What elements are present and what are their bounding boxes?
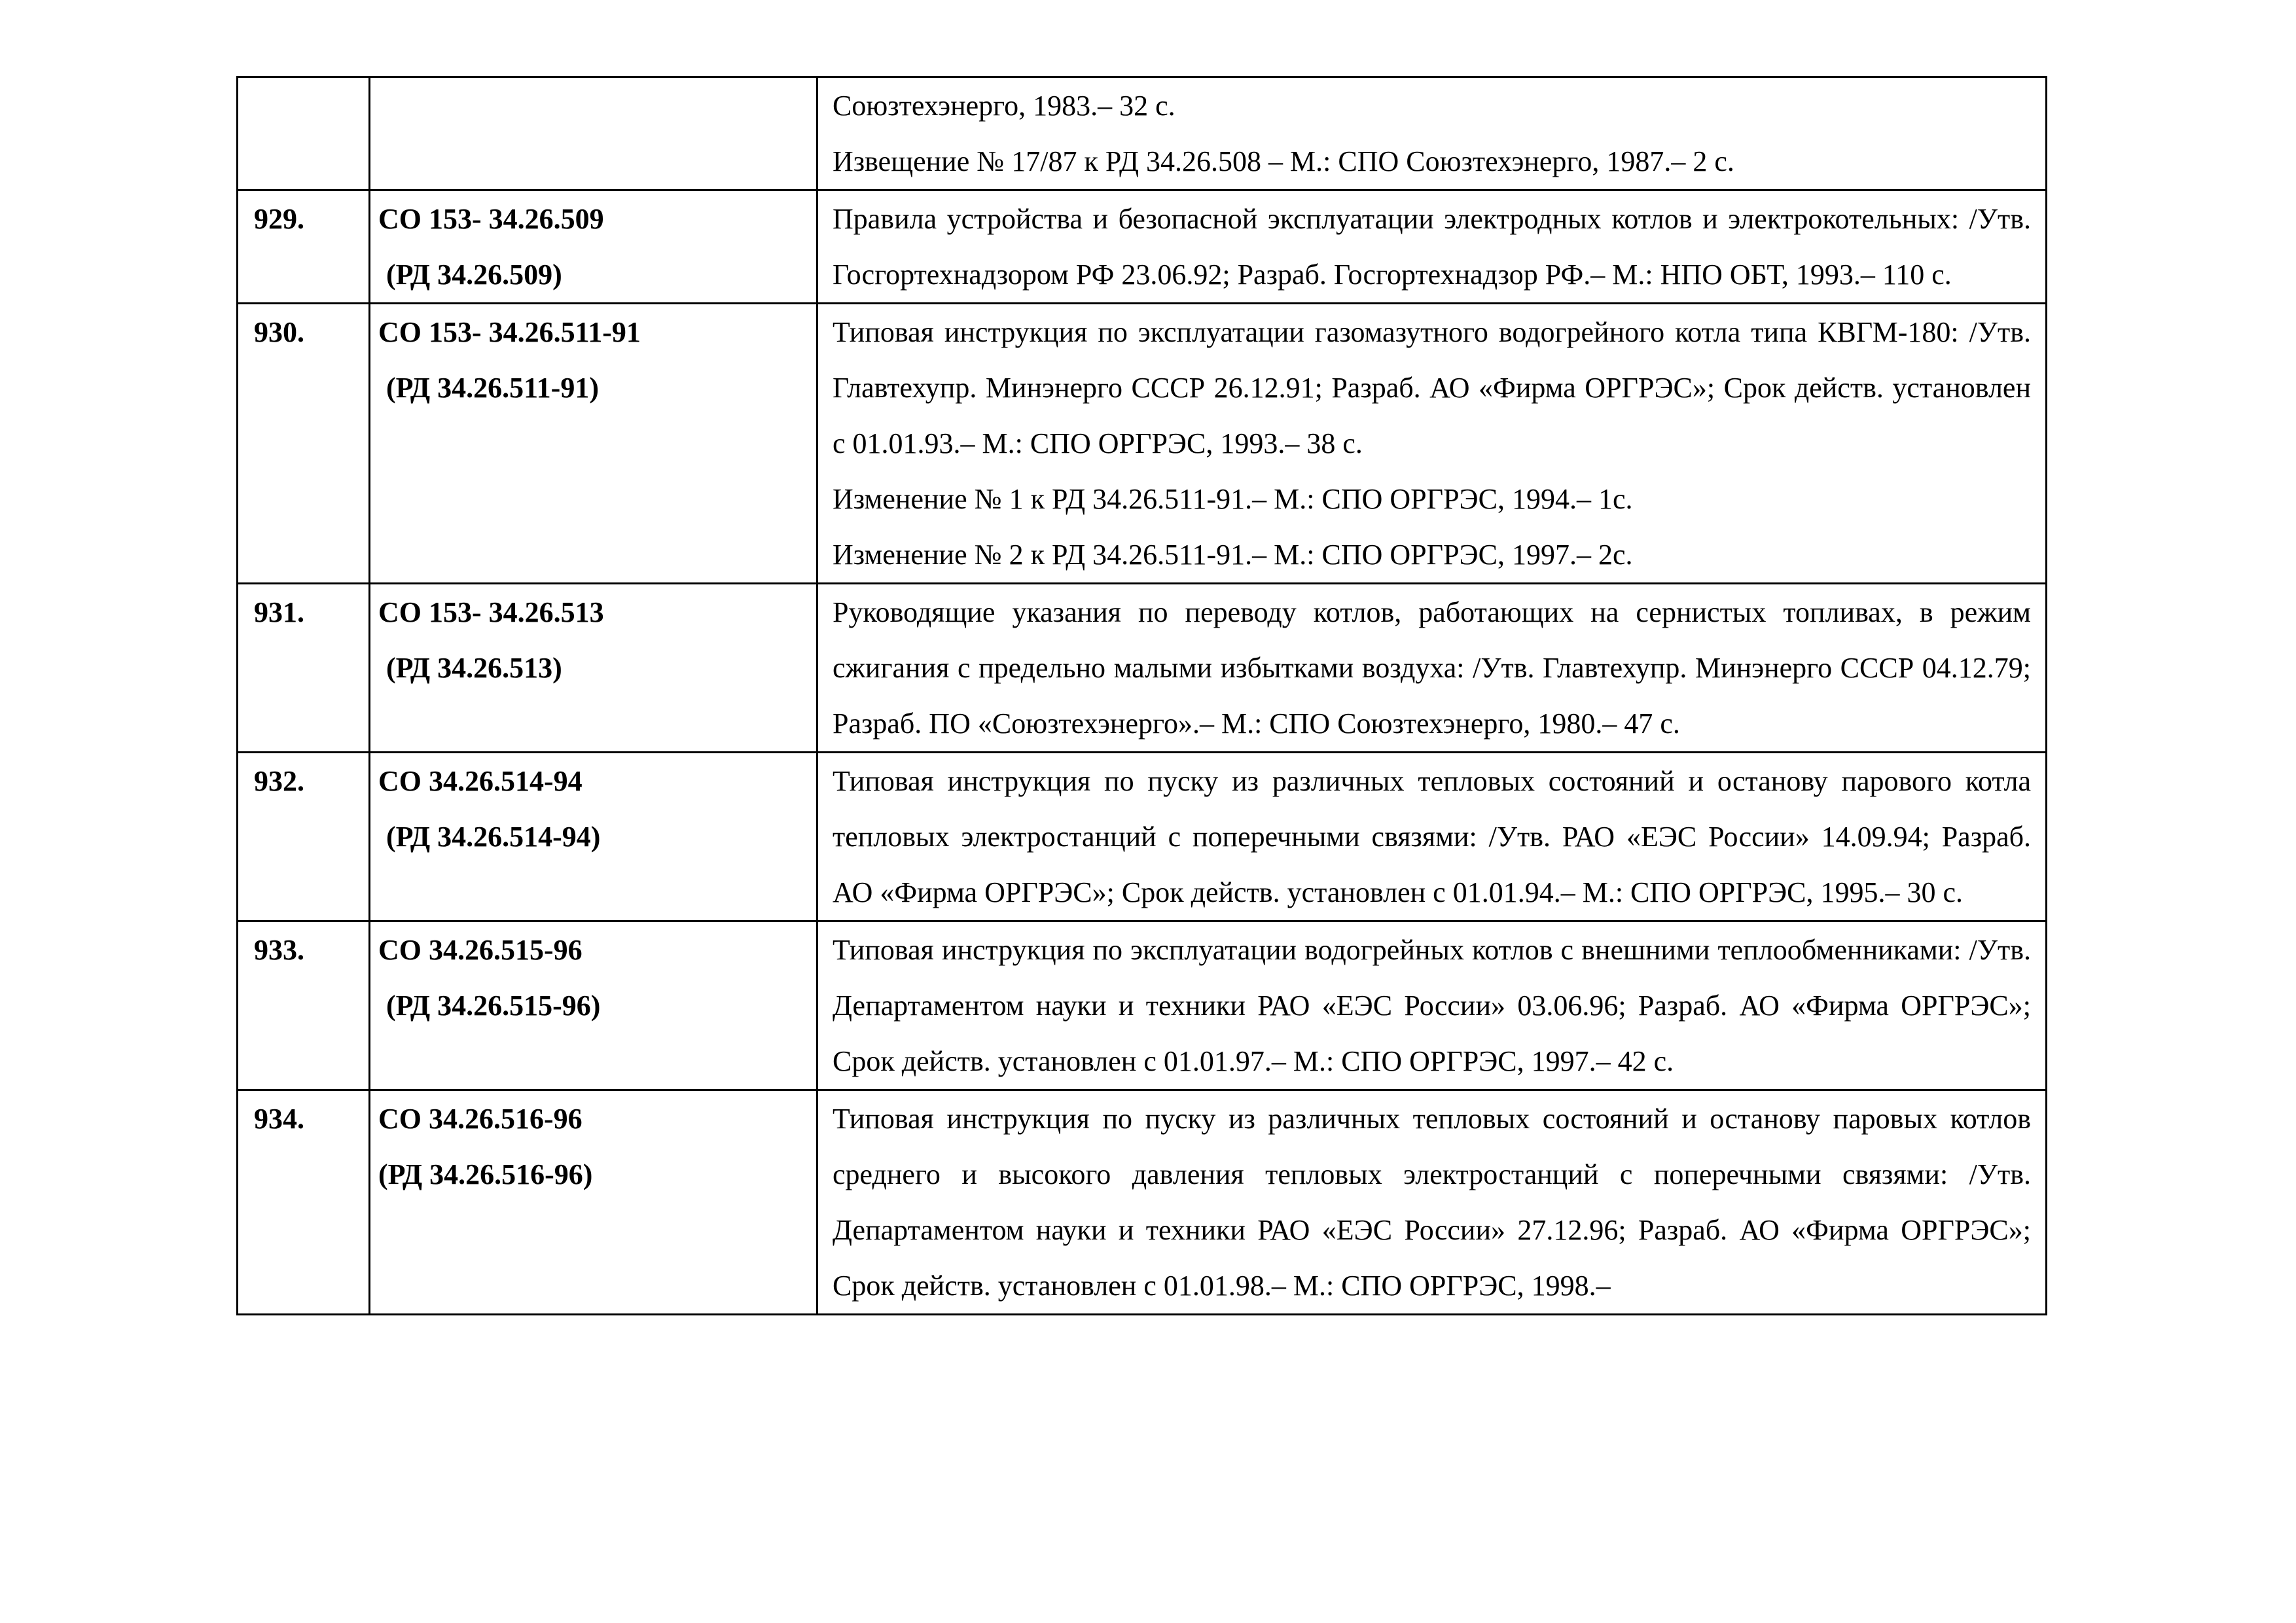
document-description	[817, 304, 2047, 584]
code-so: СО 153- 34.26.511-91	[378, 316, 641, 348]
table-row	[238, 77, 2047, 190]
amendment-paragraph: Извещение № 17/87 к РД 34.26.508 – М.: СПО Союзтехэнерго, 1987.– 2 с.	[833, 145, 1734, 177]
code-rd: (РД 34.26.515-96)	[386, 990, 601, 1022]
code-rd: (РД 34.26.511-91)	[386, 372, 599, 404]
code-so: СО 34.26.514-94	[378, 765, 583, 797]
code-so: СО 34.26.515-96	[378, 934, 583, 966]
document-description	[817, 77, 2047, 190]
document-page	[236, 76, 2045, 1315]
document-description	[817, 921, 2047, 1090]
description-paragraph: Типовая инструкция по эксплуатации газомазутного водогрейного котла типа КВГМ-180: /Утв. Главтехупр. Минэнерго СССР 26.12.91; Разраб. АО «Фирма ОРГРЭС»; Срок действ. установлен с 01.01.93.– М.: СПО ОРГРЭС, 1993.– 38 с.	[833, 316, 2031, 459]
row-number: 931.	[238, 584, 370, 753]
row-number: 933.	[238, 921, 370, 1090]
description-paragraph: Типовая инструкция по эксплуатации водогрейных котлов с внешними теплообменниками: /Утв. Департаментом науки и техники РАО «ЕЭС России» 03.06.96; Разраб. АО «Фирма ОРГРЭС»; Срок действ. установлен с 01.01.97.– М.: СПО ОРГРЭС, 1997.– 42 с.	[833, 934, 2031, 1077]
standards-table	[236, 76, 2047, 1315]
document-code	[370, 304, 817, 584]
document-code	[370, 190, 817, 304]
code-rd: (РД 34.26.514-94)	[386, 821, 601, 853]
document-description	[817, 584, 2047, 753]
description-paragraph: Руководящие указания по переводу котлов, работающих на сернистых топливах, в режим сжигания с предельно малыми избытками воздуха: /Утв. Главтехупр. Минэнерго СССР 04.12.79; Разраб. ПО «Союзтехэнерго».– М.: СПО Союзтехэнерго, 1980.– 47 с.	[833, 596, 2031, 740]
amendment-paragraph: Изменение № 2 к РД 34.26.511-91.– М.: СПО ОРГРЭС, 1997.– 2с.	[833, 539, 1633, 571]
document-code	[370, 77, 817, 190]
table-row	[238, 1090, 2047, 1315]
description-paragraph: Правила устройства и безопасной эксплуатации электродных котлов и электрокотельных: /Утв. Госгортехнадзором РФ 23.06.92; Разраб. Госгортехнадзор РФ.– М.: НПО ОБТ, 1993.– 110 с.	[833, 203, 2031, 291]
table-row	[238, 584, 2047, 753]
description-paragraph: Типовая инструкция по пуску из различных тепловых состояний и останову парового котла тепловых электростанций с поперечными связями: /Утв. РАО «ЕЭС России» 14.09.94; Разраб. АО «Фирма ОРГРЭС»; Срок действ. установлен с 01.01.94.– М.: СПО ОРГРЭС, 1995.– 30 с.	[833, 765, 2031, 908]
document-description	[817, 753, 2047, 921]
row-number: 930.	[238, 304, 370, 584]
table-row	[238, 190, 2047, 304]
document-description	[817, 1090, 2047, 1315]
code-rd: (РД 34.26.513)	[386, 652, 562, 684]
description-paragraph: Типовая инструкция по пуску из различных тепловых состояний и останову паровых котлов среднего и высокого давления тепловых электростанций с поперечными связями: /Утв. Департаментом науки и техники РАО «ЕЭС России» 27.12.96; Разраб. АО «Фирма ОРГРЭС»; Срок действ. установлен с 01.01.98.– М.: СПО ОРГРЭС, 1998.–	[833, 1103, 2031, 1302]
document-description	[817, 190, 2047, 304]
code-rd: (РД 34.26.516-96)	[378, 1158, 593, 1190]
row-number: 929.	[238, 190, 370, 304]
code-rd: (РД 34.26.509)	[386, 259, 562, 291]
document-code	[370, 584, 817, 753]
code-so: СО 153- 34.26.513	[378, 596, 604, 628]
table-row	[238, 304, 2047, 584]
code-so: СО 34.26.516-96	[378, 1103, 583, 1135]
row-number	[238, 77, 370, 190]
document-code	[370, 1090, 817, 1315]
code-so: СО 153- 34.26.509	[378, 203, 604, 235]
document-code	[370, 753, 817, 921]
table-row	[238, 753, 2047, 921]
row-number: 934.	[238, 1090, 370, 1315]
table-row	[238, 921, 2047, 1090]
row-number: 932.	[238, 753, 370, 921]
document-code	[370, 921, 817, 1090]
amendment-paragraph: Изменение № 1 к РД 34.26.511-91.– М.: СПО ОРГРЭС, 1994.– 1с.	[833, 483, 1633, 515]
description-paragraph: Союзтехэнерго, 1983.– 32 с.	[833, 90, 1175, 122]
